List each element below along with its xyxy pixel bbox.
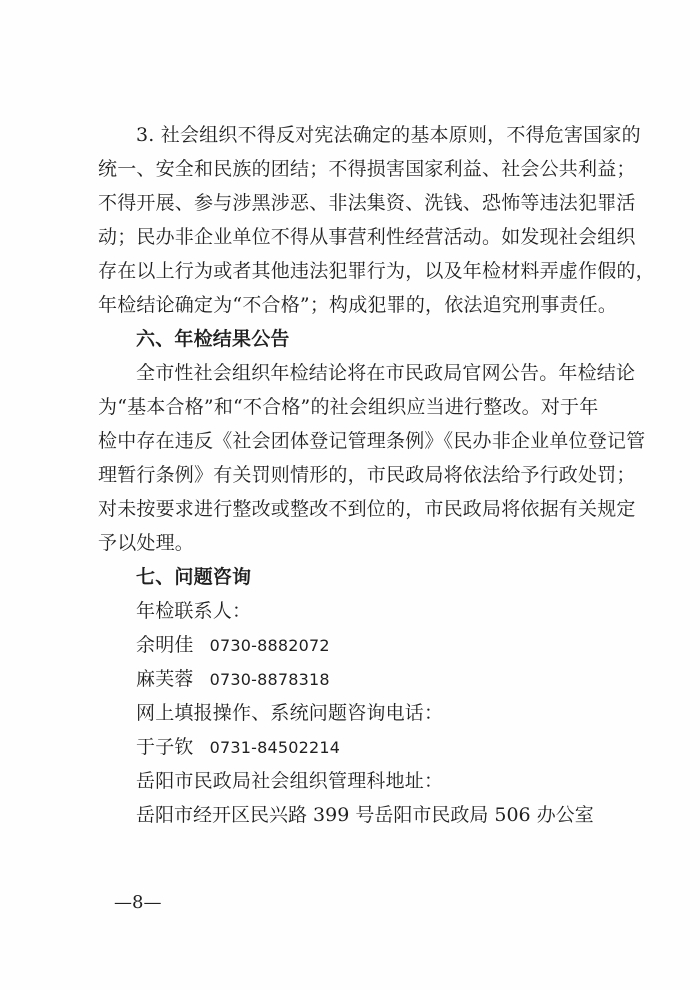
page-number: —8— xyxy=(114,892,162,913)
online-support-label: 网上填报操作、系统问题咨询电话： xyxy=(136,702,444,724)
paragraph-line: 年检结论确定为“不合格”；构成犯罪的，依法追究刑事责任。 xyxy=(98,294,618,316)
paragraph-line: 检中存在违反《社会团体登记管理条例》《民办非企业单位登记管 xyxy=(98,430,646,452)
contact-phone: 0730-8882072 xyxy=(209,636,330,655)
paragraph-line: 统一、安全和民族的团结；不得损害国家利益、社会公共利益； xyxy=(98,158,636,180)
paragraph-line: 3. 社会组织不得反对宪法确定的基本原则，不得危害国家的 xyxy=(136,124,641,146)
paragraph-line: 全市性社会组织年检结论将在市民政局官网公告。年检结论 xyxy=(136,362,636,384)
paragraph-line: 对未按要求进行整改或整改不到位的，市民政局将依据有关规定 xyxy=(98,498,636,520)
online-contact-entry xyxy=(98,730,618,764)
contact-phone: 0730-8878318 xyxy=(209,670,330,689)
section-6 xyxy=(98,322,646,560)
section-heading: 六、年检结果公告 xyxy=(136,328,290,350)
contact-entry xyxy=(98,662,618,696)
contact-phone: 0731-84502214 xyxy=(209,738,341,757)
document-body xyxy=(98,118,655,832)
section-heading: 七、问题咨询 xyxy=(136,566,252,588)
contact-entry xyxy=(98,628,618,662)
paragraph-line: 理暂行条例》有关罚则情形的，市民政局将依法给予行政处罚； xyxy=(98,464,636,486)
contact-name: 于子钦 xyxy=(136,736,194,758)
paragraph-3 xyxy=(98,118,655,322)
contact-label: 年检联系人： xyxy=(136,600,252,622)
address-label: 岳阳市民政局社会组织管理科地址： xyxy=(136,770,444,792)
section-7 xyxy=(98,560,618,832)
contact-name: 余明佳 xyxy=(136,634,194,656)
office-address: 岳阳市经开区民兴路 399 号岳阳市民政局 506 办公室 xyxy=(136,804,594,826)
contact-name: 麻芙蓉 xyxy=(136,668,194,690)
paragraph-line: 存在以上行为或者其他违法犯罪行为，以及年检材料弄虚作假的， xyxy=(98,260,655,282)
paragraph-line: 不得开展、参与涉黑涉恶、非法集资、洗钱、恐怖等违法犯罪活 xyxy=(98,192,636,214)
paragraph-line: 为“基本合格”和“不合格”的社会组织应当进行整改。对于年 xyxy=(98,396,599,418)
paragraph-line: 动；民办非企业单位不得从事营利性经营活动。如发现社会组织 xyxy=(98,226,636,248)
paragraph-line: 予以处理。 xyxy=(98,532,195,554)
